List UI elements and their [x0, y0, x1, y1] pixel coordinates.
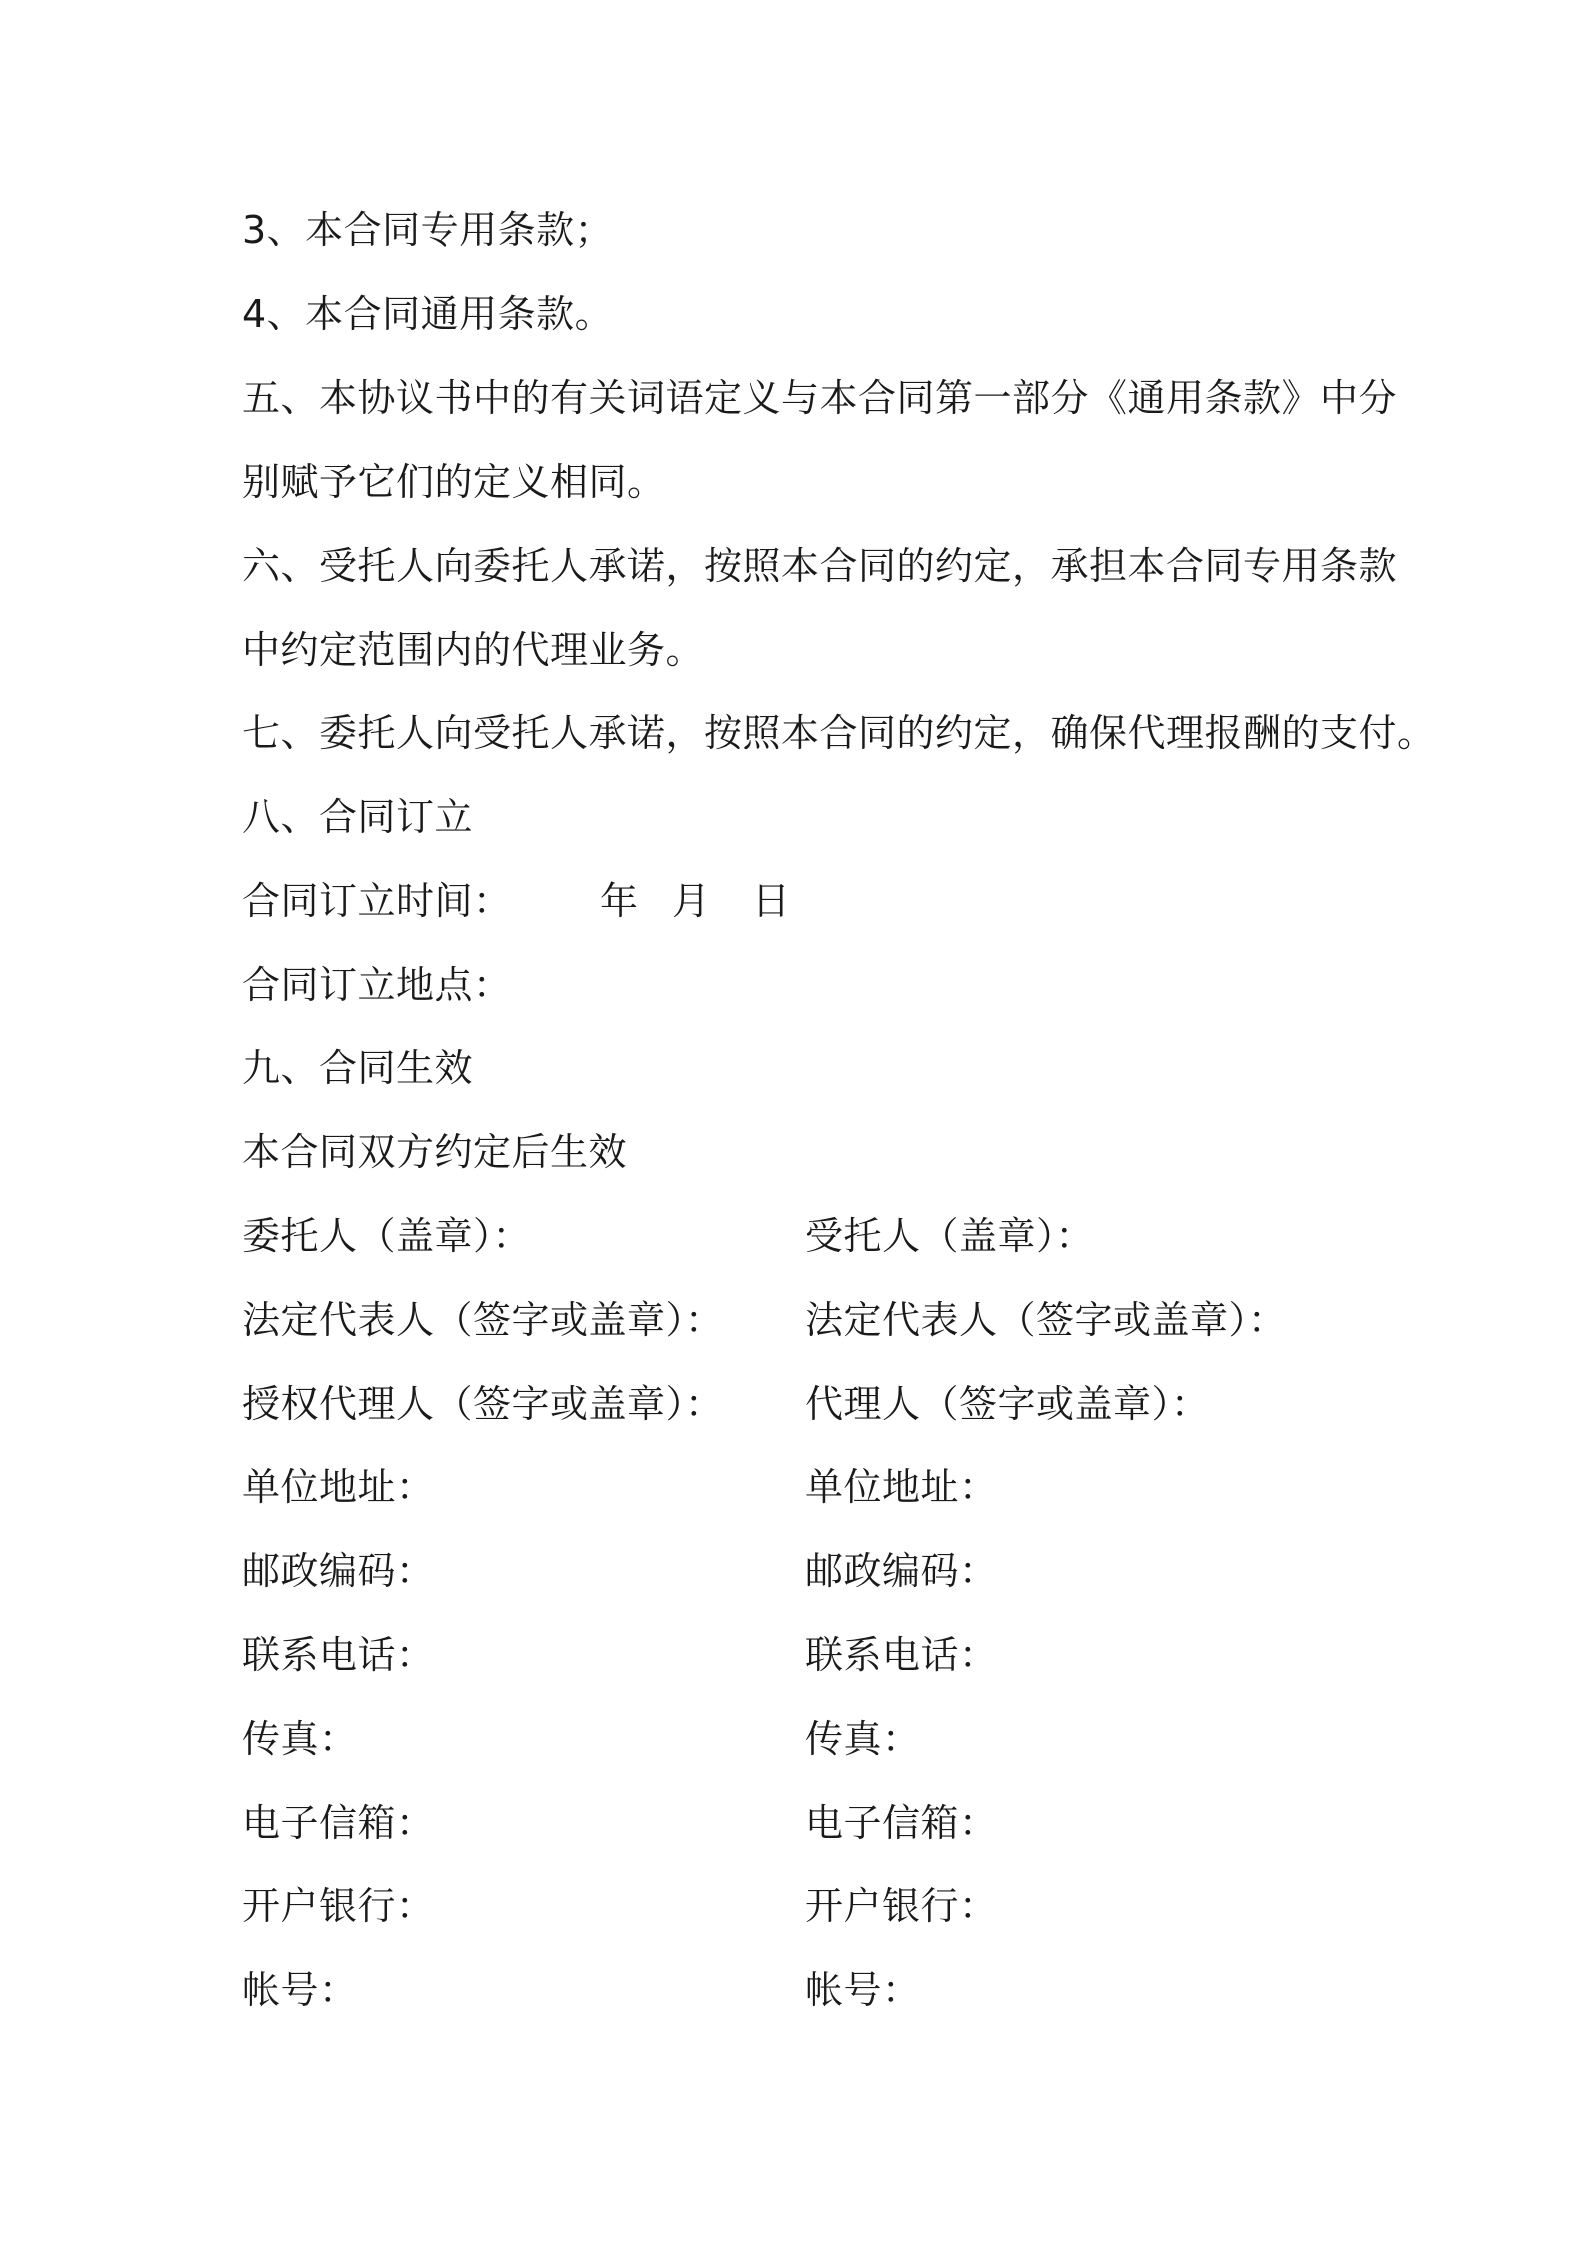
clause-six-line-2: 中约定范围内的代理业务。 — [242, 628, 705, 672]
party-b-seal: 受托人（盖章）： — [805, 1214, 1095, 1258]
party-a-address: 单位地址： — [242, 1465, 435, 1509]
clause-five-line-2: 别赋予它们的定义相同。 — [242, 460, 666, 504]
clause-4: 4、本合同通用条款。 — [242, 292, 614, 336]
party-b-phone: 联系电话： — [805, 1633, 998, 1677]
party-b-bank: 开户银行： — [805, 1884, 998, 1928]
signing-time-label: 合同订立时间： — [242, 879, 512, 923]
party-a-fax: 传真： — [242, 1717, 358, 1761]
clause-six-line-1: 六、受托人向委托人承诺，按照本合同的约定，承担本合同专用条款 — [242, 544, 1398, 588]
party-b-legal-rep: 法定代表人（签字或盖章）： — [805, 1298, 1287, 1342]
party-a-phone: 联系电话： — [242, 1633, 435, 1677]
party-a-account: 帐号： — [242, 1968, 358, 2012]
section-nine-heading: 九、合同生效 — [242, 1046, 474, 1090]
effect-text: 本合同双方约定后生效 — [242, 1130, 628, 1174]
clause-five-line-1: 五、本协议书中的有关词语定义与本合同第一部分《通用条款》中分 — [242, 376, 1398, 420]
clause-seven: 七、委托人向受托人承诺，按照本合同的约定，确保代理报酬的支付。 — [242, 711, 1436, 755]
party-b-postcode: 邮政编码： — [805, 1549, 998, 1593]
signing-day: 日 — [752, 879, 791, 923]
party-b-account: 帐号： — [805, 1968, 921, 2012]
party-a-legal-rep: 法定代表人（签字或盖章）： — [242, 1298, 724, 1342]
signing-year: 年 — [600, 879, 639, 923]
party-a-seal: 委托人（盖章）： — [242, 1214, 532, 1258]
party-b-agent: 代理人（签字或盖章）： — [805, 1382, 1210, 1426]
party-a-bank: 开户银行： — [242, 1884, 435, 1928]
signing-place-label: 合同订立地点： — [242, 963, 512, 1007]
signing-month: 月 — [672, 879, 711, 923]
party-b-fax: 传真： — [805, 1717, 921, 1761]
party-a-postcode: 邮政编码： — [242, 1549, 435, 1593]
section-eight-heading: 八、合同订立 — [242, 795, 474, 839]
party-b-address: 单位地址： — [805, 1465, 998, 1509]
party-b-email: 电子信箱： — [805, 1801, 998, 1845]
clause-3: 3、本合同专用条款； — [242, 208, 614, 252]
party-a-agent: 授权代理人（签字或盖章）： — [242, 1382, 724, 1426]
party-a-email: 电子信箱： — [242, 1801, 435, 1845]
signing-time-row — [242, 876, 842, 926]
